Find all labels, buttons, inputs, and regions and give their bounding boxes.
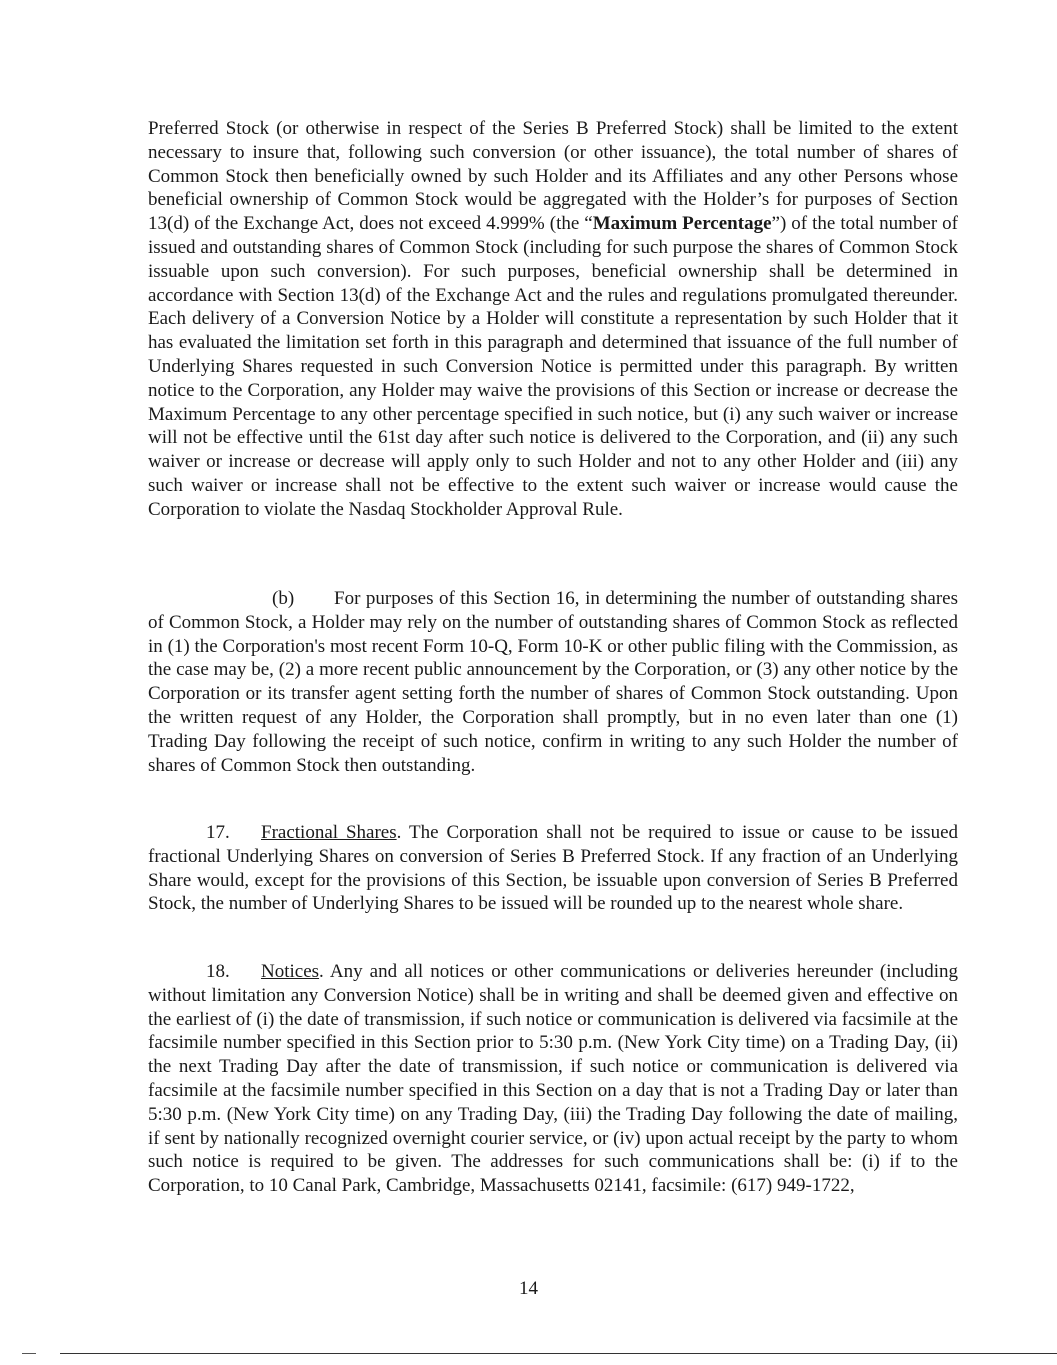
subsection-marker: (b) — [272, 588, 295, 609]
section-heading: Fractional Shares — [261, 822, 397, 843]
page-number: 14 — [519, 1278, 538, 1299]
footer-rule — [60, 1353, 1057, 1354]
paragraph-b-outstanding-shares — [148, 587, 958, 777]
section-18-notices — [148, 960, 958, 1198]
section-17-fractional-shares — [148, 821, 958, 916]
section-number: 17. — [206, 822, 230, 843]
section-heading: Notices — [261, 961, 320, 982]
paragraph-text: . The Corporation shall not be required to issue or cause to be issued fractional Underlying Shares on conversion of Series B Preferred Stock. If any fraction of an Underlying Share would, except for the provisions of this Section, be issuable upon conversion of Series B Preferred Stock, the number of Underlying Shares to be issued will be rounded up to the nearest whole share. — [148, 822, 958, 915]
paragraph-text: ”) of the total number of issued and outstanding shares of Common Stock (including for such purpose the shares of Common Stock issuable upon such conversion). For such purposes, beneficial ownership shall be determined in accordance with Section 13(d) of the Exchange Act and the rules and regulations promulgated thereunder. Each delivery of a Conversion Notice by a Holder will constitute a representation by such Holder that it has evaluated the limitation set forth in this paragraph and determined that issuance of the full number of Underlying Shares requested in such Conversion Notice is permitted under this paragraph. By written notice to the Corporation, any Holder may waive the provisions of this Section or increase or decrease the Maximum Percentage to any other percentage specified in such notice, but (i) any such waiver or increase will not be effective until the 61st day after such notice is delivered to the Corporation, and (ii) any such waiver or increase or decrease will apply only to such Holder and not to any other Holder and (iii) any such waiver or increase shall not be effective to the extent such waiver or increase would cause the Corporation to violate the Nasdaq Stockholder Approval Rule. — [148, 213, 959, 520]
paragraph-maximum-percentage — [148, 117, 958, 522]
paragraph-text: . Any and all notices or other communications or deliveries hereunder (including without limitation any Conversion Notice) shall be in writing and shall be deemed given and effective on the earliest of (i) the date of transmission, if such notice or communication is delivered via facsimile at the facsimile number specified in this Section prior to 5:30 p.m. (New York City time) on a Trading Day, (ii) the next Trading Day after the date of transmission, if such notice or communication is delivered via facsimile at the facsimile number specified in this Section on a day that is not a Trading Day or later than 5:30 p.m. (New York City time) on any Trading Day, (iii) the Trading Day following the date of mailing, if sent by nationally recognized overnight courier service, or (iv) upon actual receipt by the party to whom such notice is required to be given. The addresses for such communications shall be: (i) if to the Corporation, to 10 Canal Park, Cambridge, Massachusetts 02141, facsimile: (617) 949-1722, — [148, 961, 958, 1197]
defined-term: Maximum Percentage — [592, 213, 772, 235]
footer-tick-mark — [22, 1353, 36, 1354]
paragraph-text: For purposes of this Section 16, in determining the number of outstanding shares of Common Stock, a Holder may rely on the number of outstanding shares of Common Stock as reflected in (1) the Corporation's most recent Form 10-Q, Form 10-K or other public filing with the Commission, as the case may be, (2) a more recent public announcement by the Corporation, or (3) any other notice by the Corporation or its transfer agent setting forth the number of shares of Common Stock outstanding. Upon the written request of any Holder, the Corporation shall promptly, but in no even later than one (1) Trading Day following the receipt of such notice, confirm in writing to any such Holder the number of shares of Common Stock then outstanding. — [148, 588, 958, 776]
paragraph-text: Preferred Stock (or otherwise in respect of the Series B Preferred Stock) shall be limited to the extent necessary to insure that, following such conversion (or other issuance), the total number of shares of Common Stock then beneficially owned by such Holder and its Affiliates and any other Persons whose beneficial ownership of Common Stock would be aggregated with the Holder’s for purposes of Section 13(d) of the Exchange Act, does not exceed 4.999% (the “ — [148, 118, 958, 235]
section-number: 18. — [206, 961, 230, 982]
